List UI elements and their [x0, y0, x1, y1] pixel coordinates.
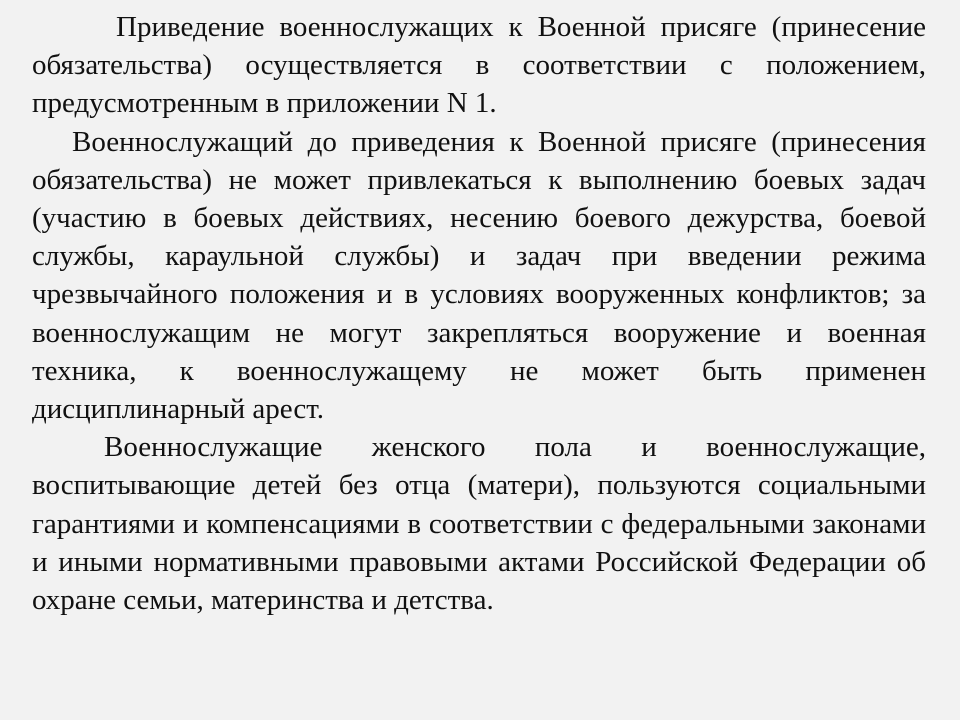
paragraph-restrictions-before-oath: Военнослужащий до приведения к Военной присяге (принесения обязательства) не может привлекаться к выполнению боевых задач (участию в боевых действиях, несению боевого дежурства, боевой службы, караульной службы) и задач при введении режима чрезвычайного положения и в условиях вооруженных конфликтов; за военнослужащим не могут закрепляться вооружение и военная техника, к военнослужащему не может быть применен дисциплинарный арест. [32, 125, 926, 426]
paragraph-social-guarantees: Военнослужащие женского пола и военнослужащие, воспитывающие детей без отца (матери), пользуются социальными гарантиями и компенсациями в соответствии с федеральными законами и иными нормативными правовыми актами Российской Федерации об охране семьи, материнства и детства. [32, 431, 926, 617]
body-text [32, 8, 926, 619]
paragraph-oath-procedure: Приведение военнослужащих к Военной присяге (принесение обязательства) осуществляется в соответствии с положением, предусмотренным в приложении N 1. [32, 11, 926, 120]
